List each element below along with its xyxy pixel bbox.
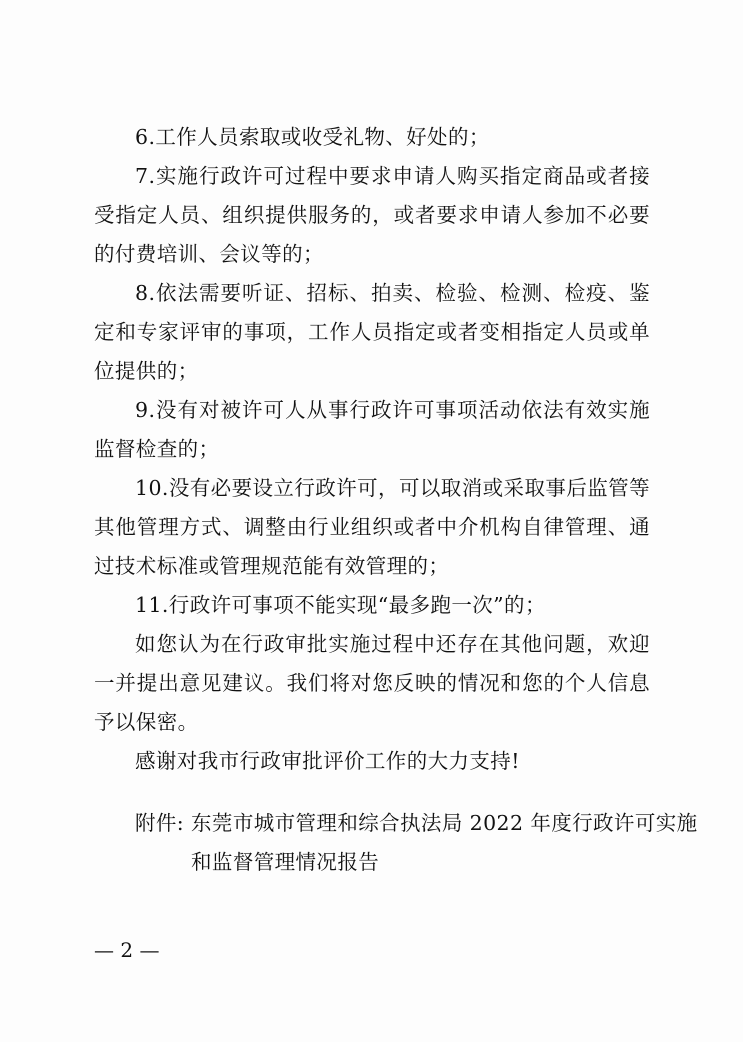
paragraph-feedback-request: 如您认为在行政审批实施过程中还存在其他问题，欢迎一并提出意见建议。我们将对您反映的情况和您的个人信息予以保密。 <box>94 632 650 734</box>
document-body <box>94 118 650 781</box>
paragraph-item-9: 9.没有对被许可人从事行政许可事项活动依法有效实施监督检查的； <box>94 398 650 461</box>
paragraph-item-10: 10.没有必要设立行政许可，可以取消或采取事后监管等其他管理方式、调整由行业组织或者中介机构自律管理、通过技术标准或管理规范能有效管理的； <box>94 476 650 578</box>
paragraph-item-6: 6.工作人员索取或收受礼物、好处的； <box>135 125 490 149</box>
attachment-title: 东莞市城市管理和综合执法局 2022 年度行政许可实施和监督管理情况报告 <box>191 811 698 874</box>
page-number: — 2 — <box>94 938 160 962</box>
attachment-note <box>135 804 711 882</box>
attachment-label: 附件: <box>135 811 192 835</box>
paragraph-thanks: 感谢对我市行政审批评价工作的大力支持! <box>135 749 520 773</box>
paragraph-item-8: 8.依法需要听证、招标、拍卖、检验、检测、检疫、鉴定和专家评审的事项，工作人员指定或者变相指定人员或单位提供的； <box>94 281 650 383</box>
paragraph-item-11: 11.行政许可事项不能实现“最多跑一次”的； <box>135 593 546 617</box>
paragraph-item-7: 7.实施行政许可过程中要求申请人购买指定商品或者接受指定人员、组织提供服务的，或者要求申请人参加不必要的付费培训、会议等的； <box>94 164 650 266</box>
